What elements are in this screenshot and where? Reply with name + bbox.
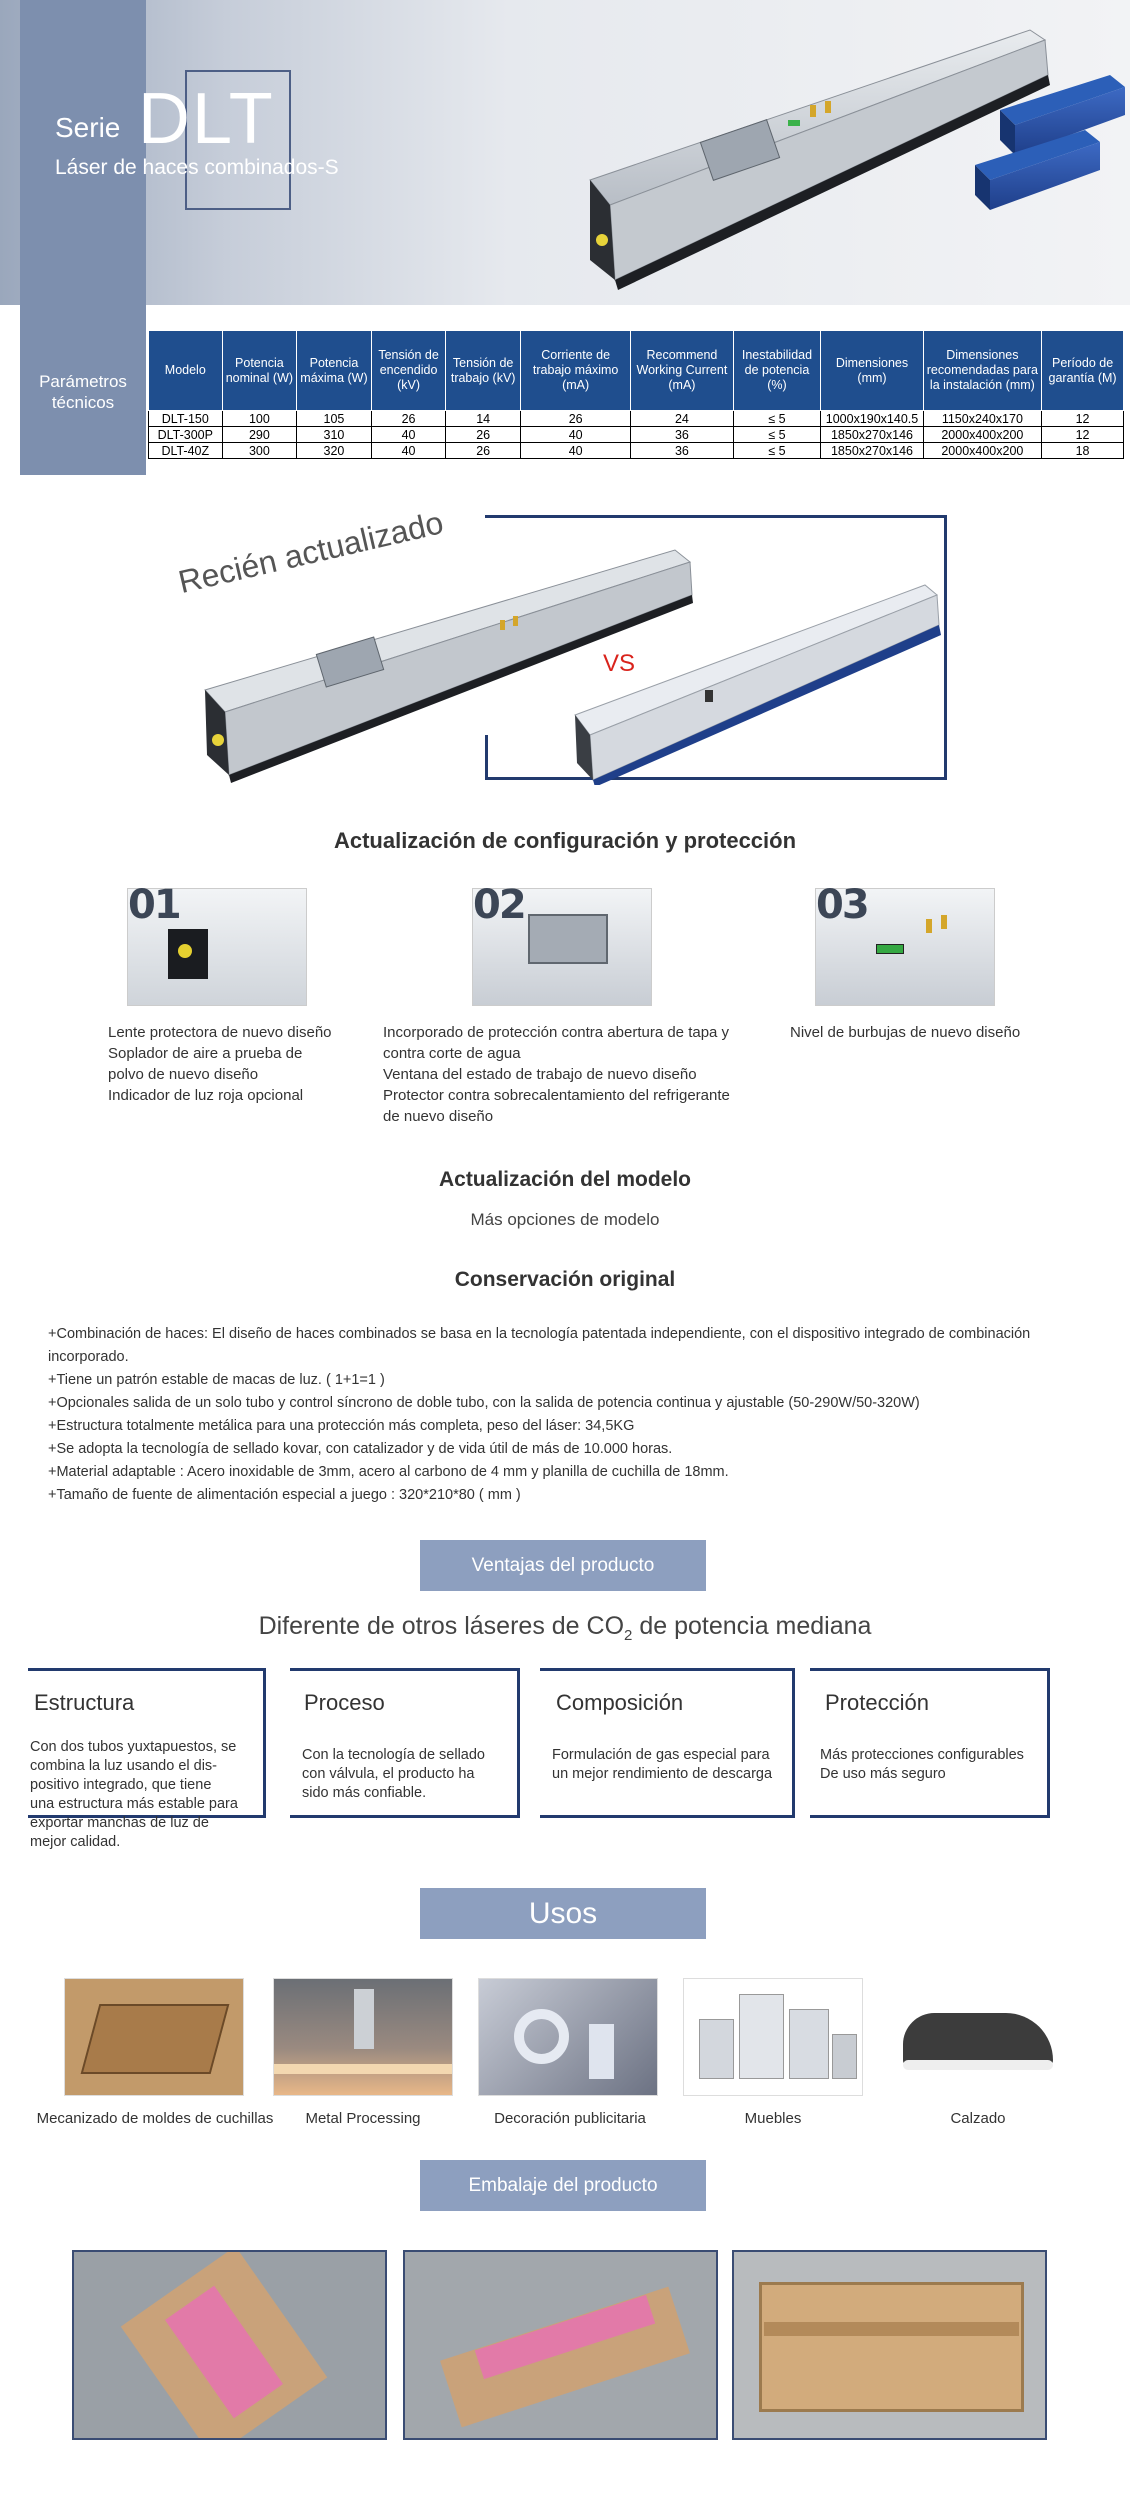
- table-cell: 290: [222, 427, 297, 443]
- model-subtitle: Más opciones de modelo: [470, 1210, 660, 1229]
- connector-shape: [941, 915, 947, 929]
- params-header-row: [149, 331, 1124, 411]
- advantages-heading: [0, 1612, 1130, 1644]
- shoe-sole: [903, 2060, 1053, 2070]
- list-item: incorporado.: [48, 1349, 129, 1365]
- advantage-line: Con la tecnología de sellado: [302, 1747, 485, 1763]
- advantages-heading-sub: 2: [624, 1627, 633, 1644]
- recent-label: Recién actualizado: [175, 504, 447, 601]
- table-cell: 100: [222, 411, 297, 427]
- advantage-title-1: Estructura: [34, 1690, 135, 1715]
- crate-closed: [759, 2282, 1024, 2412]
- table-cell: 1850x270x146: [821, 427, 923, 443]
- table-cell: 26: [371, 411, 446, 427]
- acrylic-shape: [514, 2009, 569, 2064]
- connector-shape: [926, 919, 932, 933]
- advantage-title-4: Protección: [825, 1690, 929, 1715]
- table-cell: 300: [222, 443, 297, 459]
- params-label-line1: Parámetros: [39, 372, 127, 391]
- header-cell: Tensión de encendido (kV): [371, 331, 446, 411]
- conservation-title: Conservación original: [454, 1268, 676, 1291]
- table-cell: 26: [446, 427, 521, 443]
- feature-number-2: 02: [473, 882, 525, 928]
- table-cell: DLT-40Z: [149, 443, 223, 459]
- table-row: [149, 443, 1124, 459]
- feature-line: de nuevo diseño: [383, 1108, 494, 1125]
- feature-line: Ventana del estado de trabajo de nuevo diseño: [383, 1066, 697, 1083]
- advantage-line: Más protecciones configurables: [820, 1747, 1024, 1763]
- header-cell: Dimensiones (mm): [821, 331, 923, 411]
- appliance: [789, 2009, 829, 2079]
- table-cell: 40: [520, 443, 630, 459]
- params-label: [20, 305, 146, 475]
- table-cell: 26: [446, 443, 521, 459]
- table-cell: 36: [631, 427, 733, 443]
- use-image-metal: [273, 1978, 453, 2096]
- advantage-line: un mejor rendimiento de descarga: [552, 1766, 773, 1782]
- header-cell: Recommend Working Current (mA): [631, 331, 733, 411]
- table-cell: 1150x240x170: [923, 411, 1042, 427]
- use-label-footwear: Calzado: [950, 2110, 1006, 2127]
- list-item: +Combinación de haces: El diseño de haces combinados se basa en la tecnología patentada independiente, con el dispositivo integrado de combinación: [48, 1326, 1031, 1342]
- list-item: +Se adopta la tecnología de sellado kovar, con catalizador y de vida útil de más de 10.000 horas.: [48, 1441, 673, 1457]
- advantage-line: sido más confiable.: [302, 1785, 427, 1801]
- table-cell: ≤ 5: [733, 427, 821, 443]
- table-cell: 40: [371, 443, 446, 459]
- advantage-line: Formulación de gas especial para: [552, 1747, 770, 1763]
- header-cell: Período de garantía (M): [1042, 331, 1124, 411]
- hero-subtitle: Láser de haces combinados-S: [55, 156, 339, 179]
- feature-line: polvo de nuevo diseño: [108, 1066, 259, 1083]
- feature-line: Indicador de luz roja opcional: [108, 1087, 304, 1104]
- packaging-photo-3: [732, 2250, 1047, 2440]
- table-cell: 26: [520, 411, 630, 427]
- bubble-level-shape: [876, 944, 904, 954]
- header-cell: Tensión de trabajo (kV): [446, 331, 521, 411]
- advantage-line: con válvula, el producto ha: [302, 1766, 475, 1782]
- table-row: [149, 427, 1124, 443]
- table-cell: 40: [520, 427, 630, 443]
- header-cell: Potencia máxima (W): [297, 331, 372, 411]
- advantage-line: Con dos tubos yuxtapuestos, se: [30, 1739, 237, 1755]
- advantage-text-1: [30, 1738, 270, 1852]
- laser-head: [354, 1989, 374, 2049]
- list-item: +Material adaptable : Acero inoxidable de 3mm, acero al carbono de 4 mm y planilla de cuchilla de 18mm.: [48, 1464, 729, 1480]
- feature-line: Nivel de burbujas de nuevo diseño: [790, 1024, 1021, 1041]
- fridge: [739, 1994, 784, 2079]
- table-cell: ≤ 5: [733, 411, 821, 427]
- lens-indicator: [178, 944, 192, 958]
- list-item: +Estructura totalmente metálica para una protección más completa, peso del láser: 34,5KG: [48, 1418, 635, 1434]
- window-shape: [528, 914, 608, 964]
- packaging-banner: Embalaje del producto: [420, 2160, 706, 2211]
- mold-board: [81, 2004, 230, 2074]
- list-item: +Tiene un patrón estable de macas de luz. ( 1+1=1 ): [48, 1372, 385, 1388]
- advantage-text-2: [302, 1746, 512, 1803]
- table-cell: 2000x400x200: [923, 443, 1042, 459]
- feature-line: Soplador de aire a prueba de: [108, 1045, 303, 1062]
- advantage-text-4: [820, 1746, 1040, 1784]
- use-label-metal: Metal Processing: [305, 2110, 421, 2127]
- hero-side-panel: [20, 0, 146, 305]
- vs-label: VS: [603, 650, 636, 677]
- feature-line: contra corte de agua: [383, 1045, 521, 1062]
- params-table: [148, 330, 1124, 459]
- config-title: Actualización de configuración y protección: [333, 828, 797, 853]
- list-item: +Tamaño de fuente de alimentación especial a juego : 320*210*80 ( mm ): [48, 1487, 521, 1503]
- feature-line: Lente protectora de nuevo diseño: [108, 1024, 332, 1041]
- feature-line: Incorporado de protección contra abertura de tapa y: [383, 1024, 730, 1041]
- header-cell: Dimensiones recomendadas para la instalación (mm): [923, 331, 1042, 411]
- feature-text-2: [383, 1022, 763, 1127]
- uses-banner: Usos: [420, 1888, 706, 1939]
- table-cell: 2000x400x200: [923, 427, 1042, 443]
- packaging-photo-2: [403, 2250, 718, 2440]
- conservation-list: [48, 1323, 1098, 1507]
- use-image-acrylic: [478, 1978, 658, 2096]
- use-image-furniture: [683, 1978, 863, 2096]
- list-item: +Opcionales salida de un solo tubo y control síncrono de doble tubo, con la salida de potencia continua y ajustable (50-290W/50-320W): [48, 1395, 920, 1411]
- advantages-heading-post: de potencia mediana: [632, 1612, 872, 1640]
- advantages-banner: Ventajas del producto: [420, 1540, 706, 1591]
- use-label-furniture: Muebles: [744, 2110, 802, 2127]
- table-cell: 12: [1042, 411, 1124, 427]
- feature-number-3: 03: [816, 882, 868, 928]
- table-cell: ≤ 5: [733, 443, 821, 459]
- series-name: DLT: [138, 79, 275, 159]
- table-cell: 105: [297, 411, 372, 427]
- use-label-advertising: Decoración publicitaria: [494, 2110, 646, 2127]
- table-cell: 36: [631, 443, 733, 459]
- table-cell: 320: [297, 443, 372, 459]
- advantage-line: De uso más seguro: [820, 1766, 946, 1782]
- advantage-line: mejor calidad.: [30, 1834, 121, 1850]
- header-cell: Inestabilidad de potencia (%): [733, 331, 821, 411]
- advantage-line: combina la luz usando el dis-: [30, 1758, 217, 1774]
- serie-label: Serie: [55, 112, 121, 143]
- advantages-heading-pre: Diferente de otros láseres de CO: [258, 1612, 625, 1640]
- advantage-line: una estructura más estable para: [30, 1796, 238, 1812]
- header-cell: Corriente de trabajo máximo (mA): [520, 331, 630, 411]
- feature-text-3: [790, 1022, 1090, 1043]
- table-cell: 14: [446, 411, 521, 427]
- feature-line: Protector contra sobrecalentamiento del refrigerante: [383, 1087, 730, 1104]
- appliance: [832, 2034, 857, 2079]
- advantage-title-2: Proceso: [304, 1690, 385, 1715]
- crate-slat: [764, 2322, 1019, 2336]
- use-image-footwear: [888, 1978, 1068, 2096]
- table-cell: DLT-150: [149, 411, 223, 427]
- table-cell: 12: [1042, 427, 1124, 443]
- feature-number-1: 01: [128, 882, 180, 928]
- model-title: Actualización del modelo: [438, 1168, 692, 1191]
- advantage-text-3: [552, 1746, 792, 1784]
- advantage-line: positivo integrado, que tiene: [30, 1777, 212, 1793]
- use-image-molds: [64, 1978, 244, 2096]
- feature-text-1: [108, 1022, 368, 1106]
- params-label-line2: técnicos: [51, 393, 115, 412]
- advantage-line: exportar manchas de luz de: [30, 1815, 209, 1831]
- acrylic-block: [589, 2024, 614, 2079]
- table-row: [149, 411, 1124, 427]
- header-cell: Modelo: [149, 331, 223, 411]
- table-cell: 310: [297, 427, 372, 443]
- use-label-molds: Mecanizado de moldes de cuchillas: [36, 2110, 274, 2127]
- table-cell: 1000x190x140.5: [821, 411, 923, 427]
- table-cell: 40: [371, 427, 446, 443]
- table-cell: 24: [631, 411, 733, 427]
- hero-laser-image: [570, 15, 1130, 305]
- packaging-photo-1: [72, 2250, 387, 2440]
- header-cell: Potencia nominal (W): [222, 331, 297, 411]
- table-cell: 1850x270x146: [821, 443, 923, 459]
- table-cell: 18: [1042, 443, 1124, 459]
- table-cell: DLT-300P: [149, 427, 223, 443]
- sparks: [274, 2064, 453, 2074]
- appliance: [699, 2019, 734, 2079]
- old-laser-image: [565, 575, 945, 785]
- advantage-title-3: Composición: [556, 1690, 684, 1715]
